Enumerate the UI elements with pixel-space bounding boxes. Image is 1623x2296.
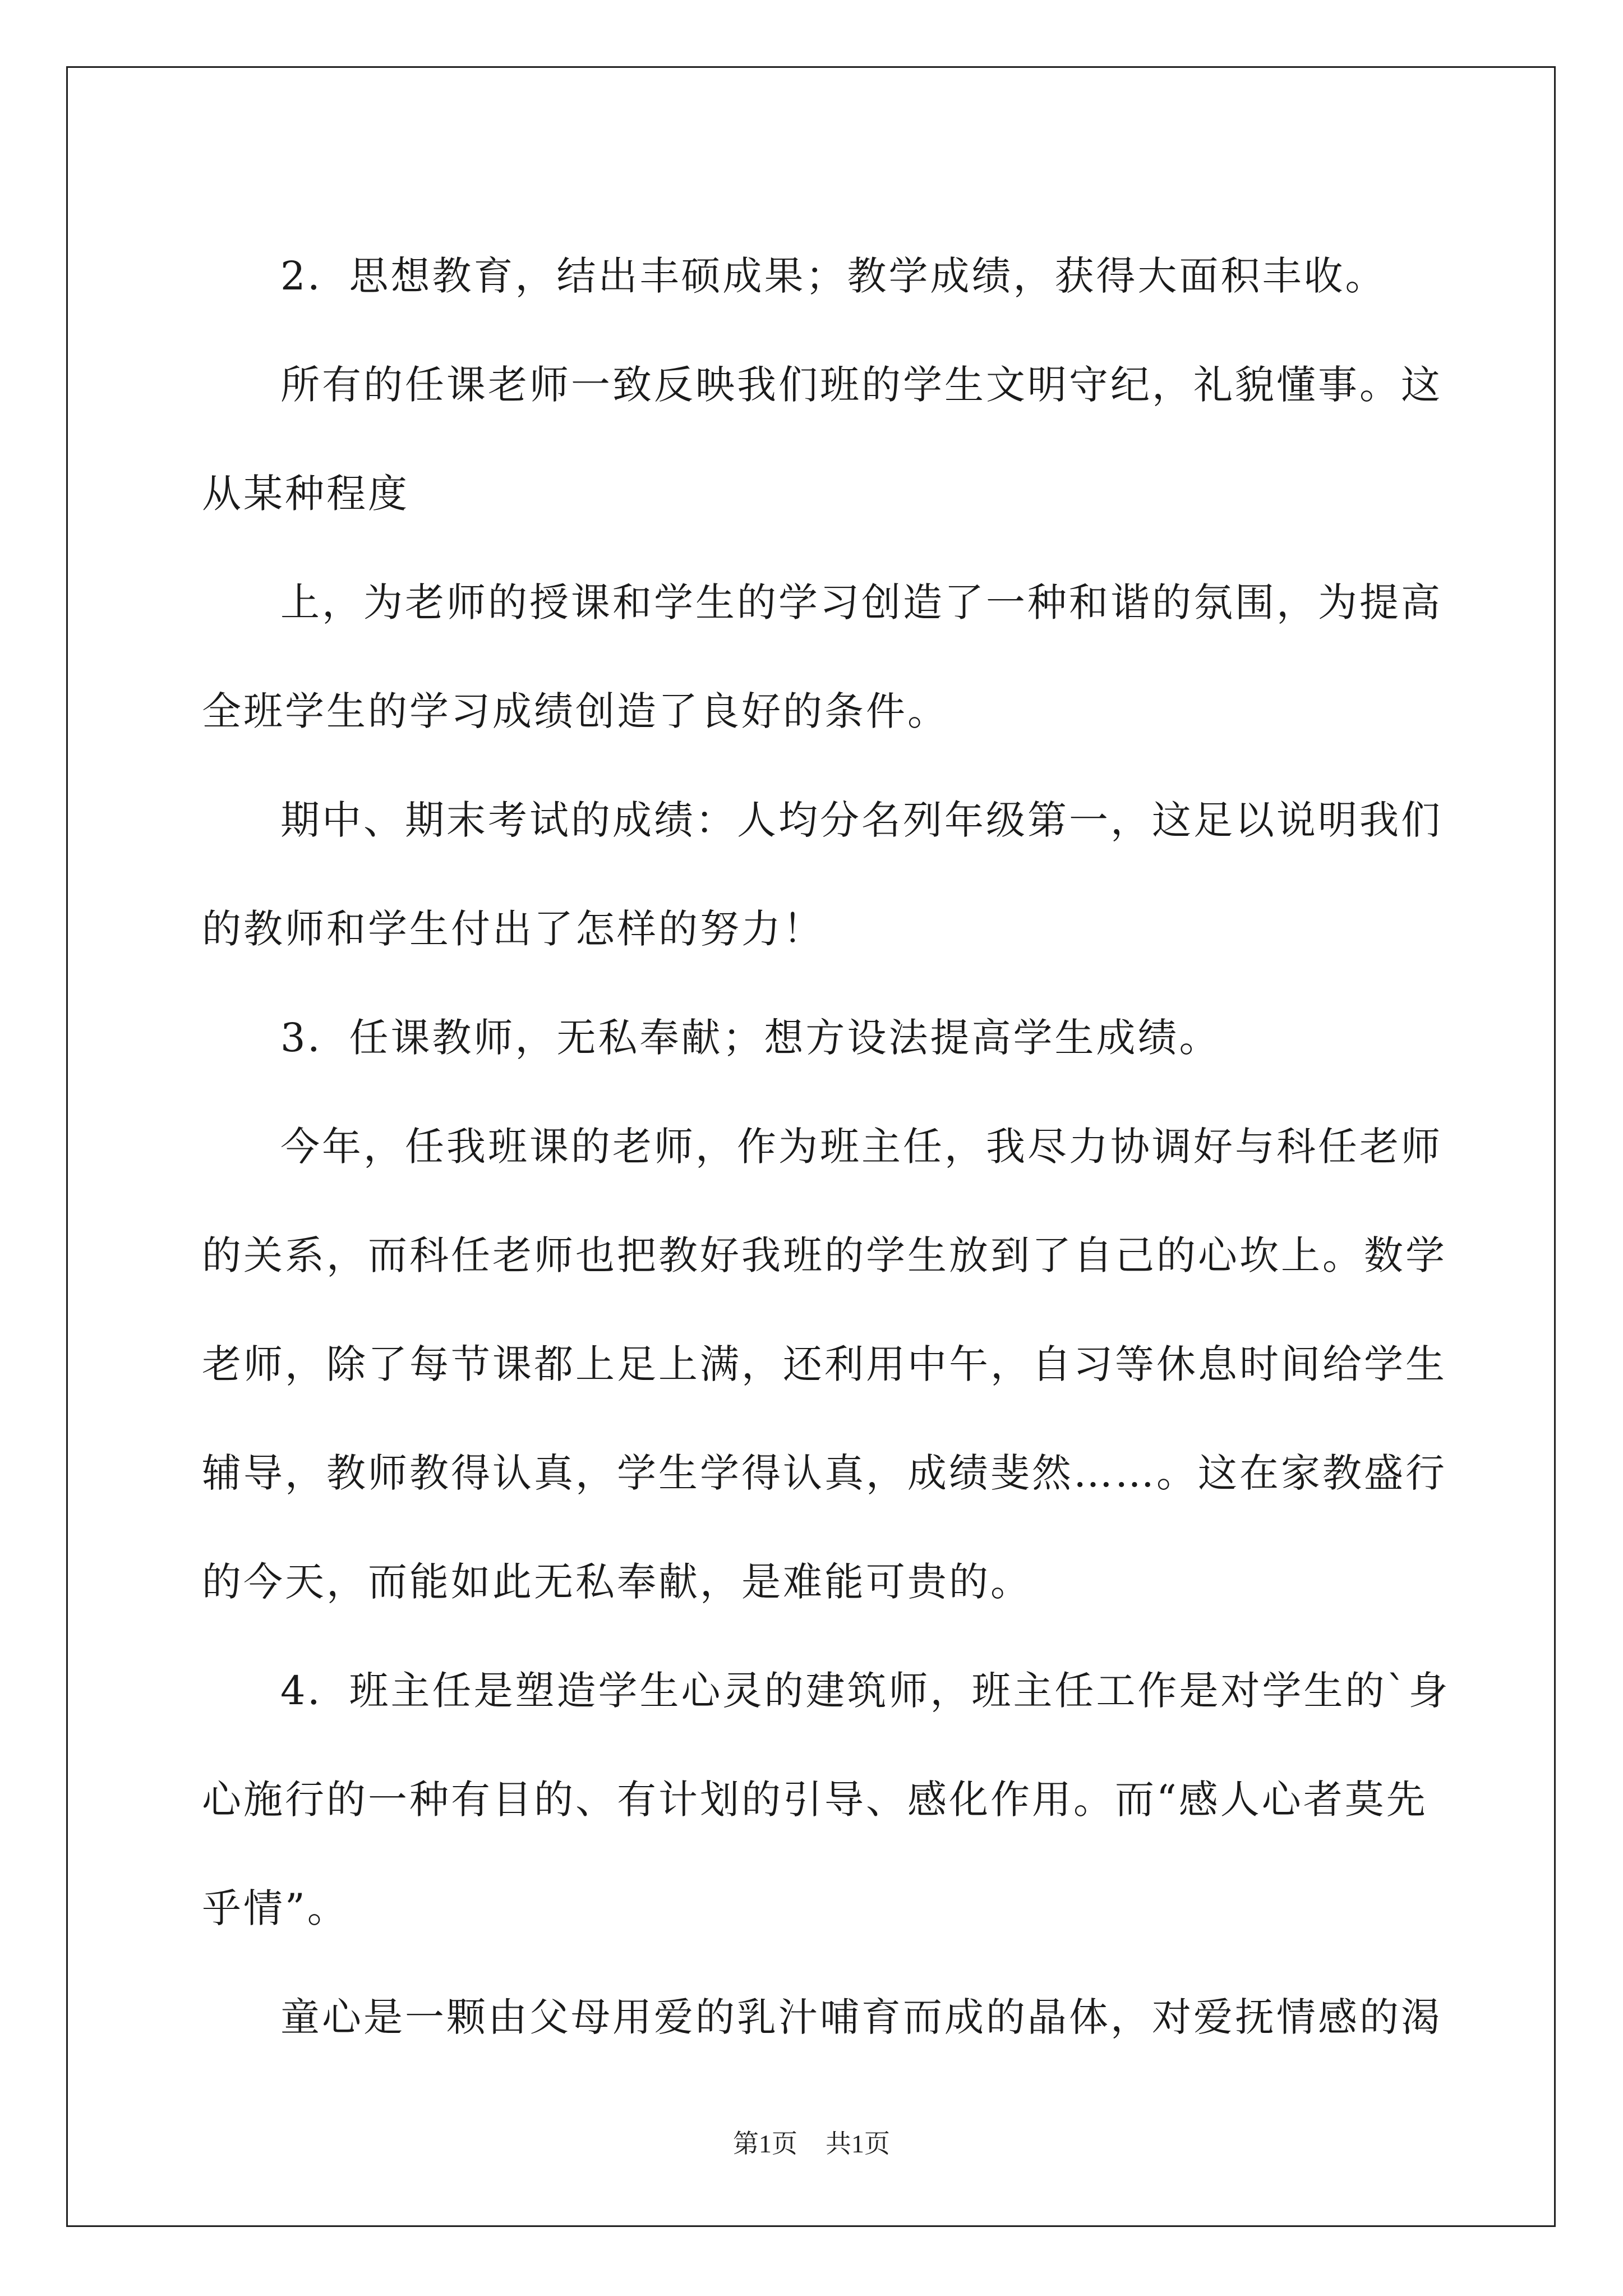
text-line: 童心是一颗由父母用爱的乳汁哺育而成的晶体，对爱抚情感的渴 [280,1994,1442,2040]
text-line: 老师，除了每节课都上足上满，还利用中午，自习等休息时间给学生 [202,1341,1447,1387]
text-line: 所有的任课老师一致反映我们班的学生文明守纪，礼貌懂事。这 [280,362,1442,408]
text-line: 全班学生的学习成绩创造了良好的条件。 [202,688,949,734]
text-line: 从某种程度 [202,471,409,517]
text-line: 3．任课教师，无私奉献；想方设法提高学生成绩。 [280,1015,1221,1061]
text-line: 上，为老师的授课和学生的学习创造了一种和谐的氛围，为提高 [280,579,1442,625]
text-line: 的关系，而科任老师也把教好我班的学生放到了自己的心坎上。数学 [202,1232,1447,1278]
text-line: 的教师和学生付出了怎样的努力！ [202,906,824,952]
document-body [202,222,1450,2072]
text-line: 心施行的一种有目的、有计划的引导、感化作用。而“感人心者莫先 [202,1777,1428,1823]
text-line: 的今天，而能如此无私奉献，是难能可贵的。 [202,1559,1032,1605]
text-line: 辅导，教师教得认真，学生学得认真，成绩斐然……。这在家教盛行 [202,1450,1447,1496]
text-line: 今年，任我班课的老师，作为班主任，我尽力协调好与科任老师 [280,1124,1442,1170]
text-line: 2．思想教育，结出丰硕成果；教学成绩，获得大面积丰收。 [280,253,1387,299]
page-number: 第1页 [733,2129,797,2158]
text-line: 4．班主任是塑造学生心灵的建筑师，班主任工作是对学生的`身 [280,1668,1450,1714]
page-total: 共1页 [826,2129,890,2158]
text-line: 乎情”。 [202,1885,349,1931]
page-footer [0,2123,1623,2160]
text-line: 期中、期末考试的成绩：人均分名列年级第一，这足以说明我们 [280,797,1442,843]
